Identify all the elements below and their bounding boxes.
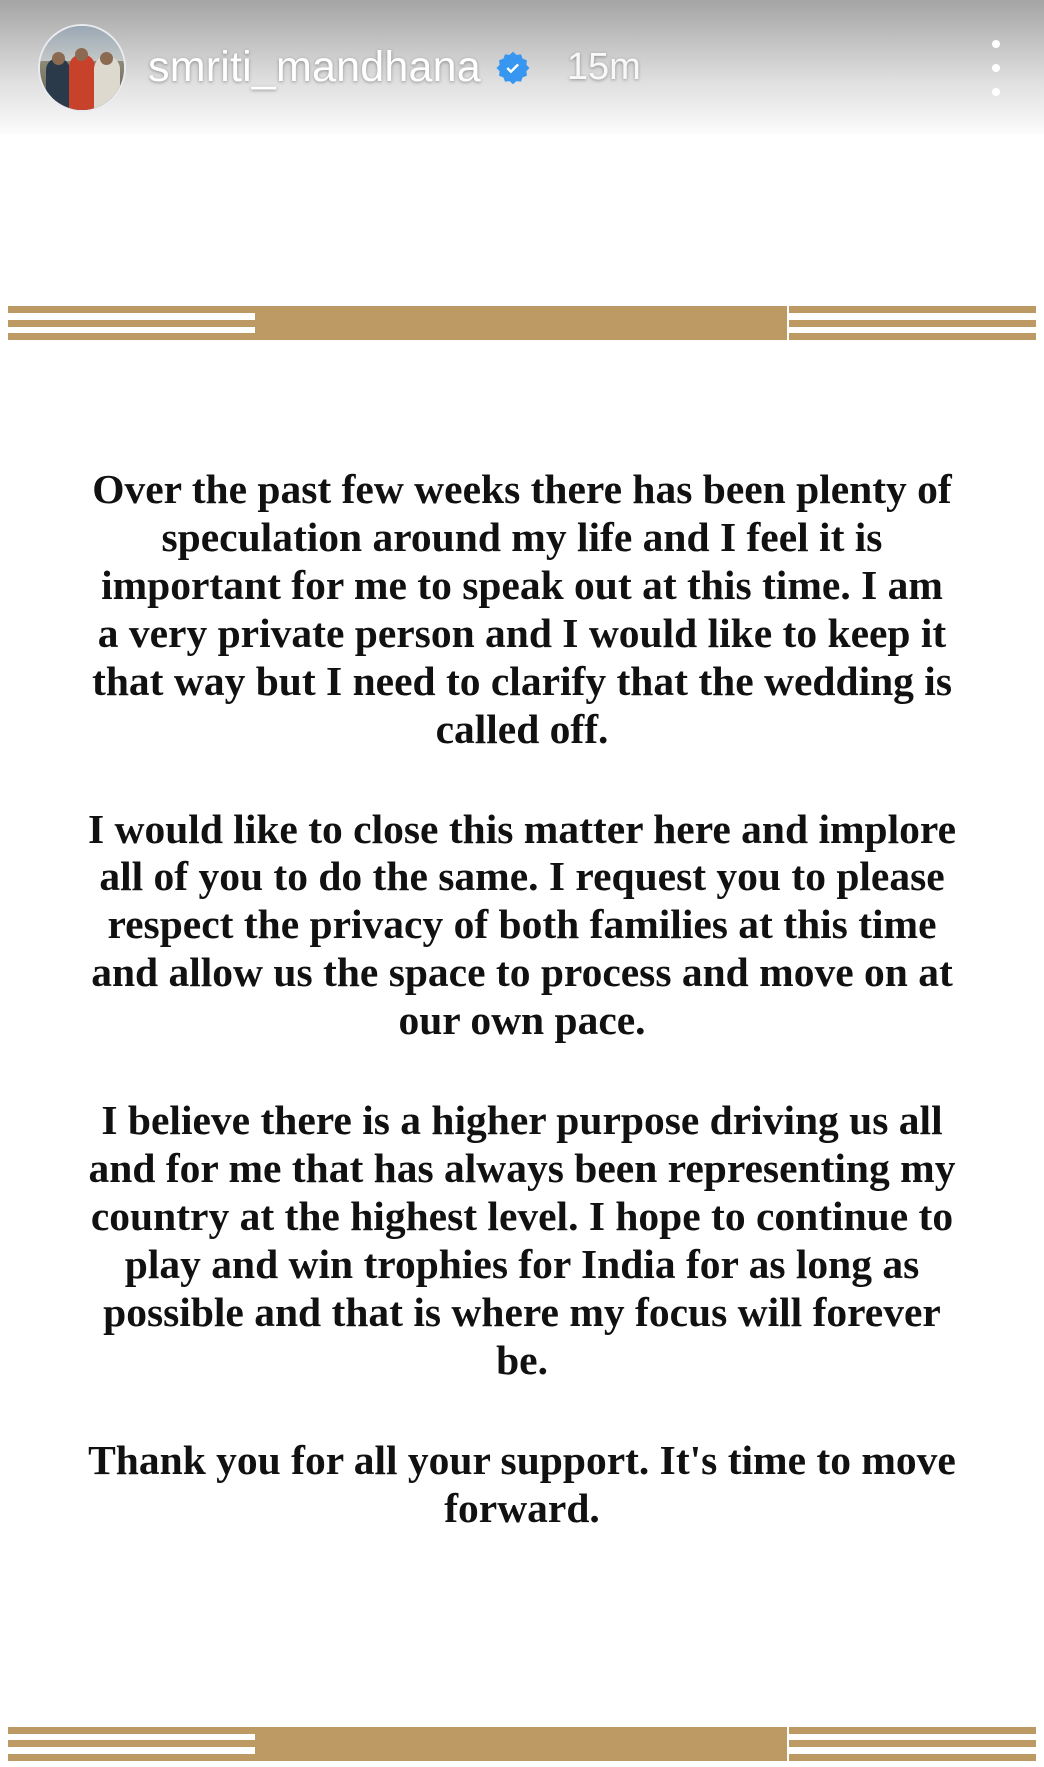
avatar[interactable] [38,24,126,112]
statement-paragraph-2: I would like to close this matter here and implore all of you to do the same. I request you to please respect the privacy of both families at this time and allow us the space to process and move on at our own pace. [87,805,956,1044]
top-ornament-divider [0,300,1044,346]
statement-paragraph-4: Thank you for all your support. It's time to move forward. [88,1436,956,1531]
more-options-icon[interactable] [988,40,1004,96]
top-ornament-band [255,306,787,340]
bottom-ornament-divider [0,1721,1044,1767]
statement-text [0,346,1044,1603]
bottom-ornament-right-lines [789,1727,1036,1761]
username-label[interactable]: smriti_mandhana [148,43,481,91]
top-ornament-left-lines [8,306,255,340]
timestamp-label: 15m [566,46,641,88]
statement-paragraph-1: Over the past few weeks there has been plenty of speculation around my life and I feel it is important for me to speak out at this time. I am a very private person and I would like to keep it that way but I need to clarify that the wedding is called off. [92,466,952,752]
top-ornament-right-lines [789,306,1036,340]
verified-badge-icon [495,50,531,86]
statement-card [0,300,1044,1767]
story-header [0,0,1044,135]
statement-paragraph-3: I believe there is a higher purpose driving us all and for me that has always been representing my country at the highest level. I hope to continue to play and win trophies for India for as long as possible and that is where my focus will forever be. [88,1097,956,1383]
bottom-ornament-left-lines [8,1727,255,1761]
bottom-ornament-band [255,1727,787,1761]
